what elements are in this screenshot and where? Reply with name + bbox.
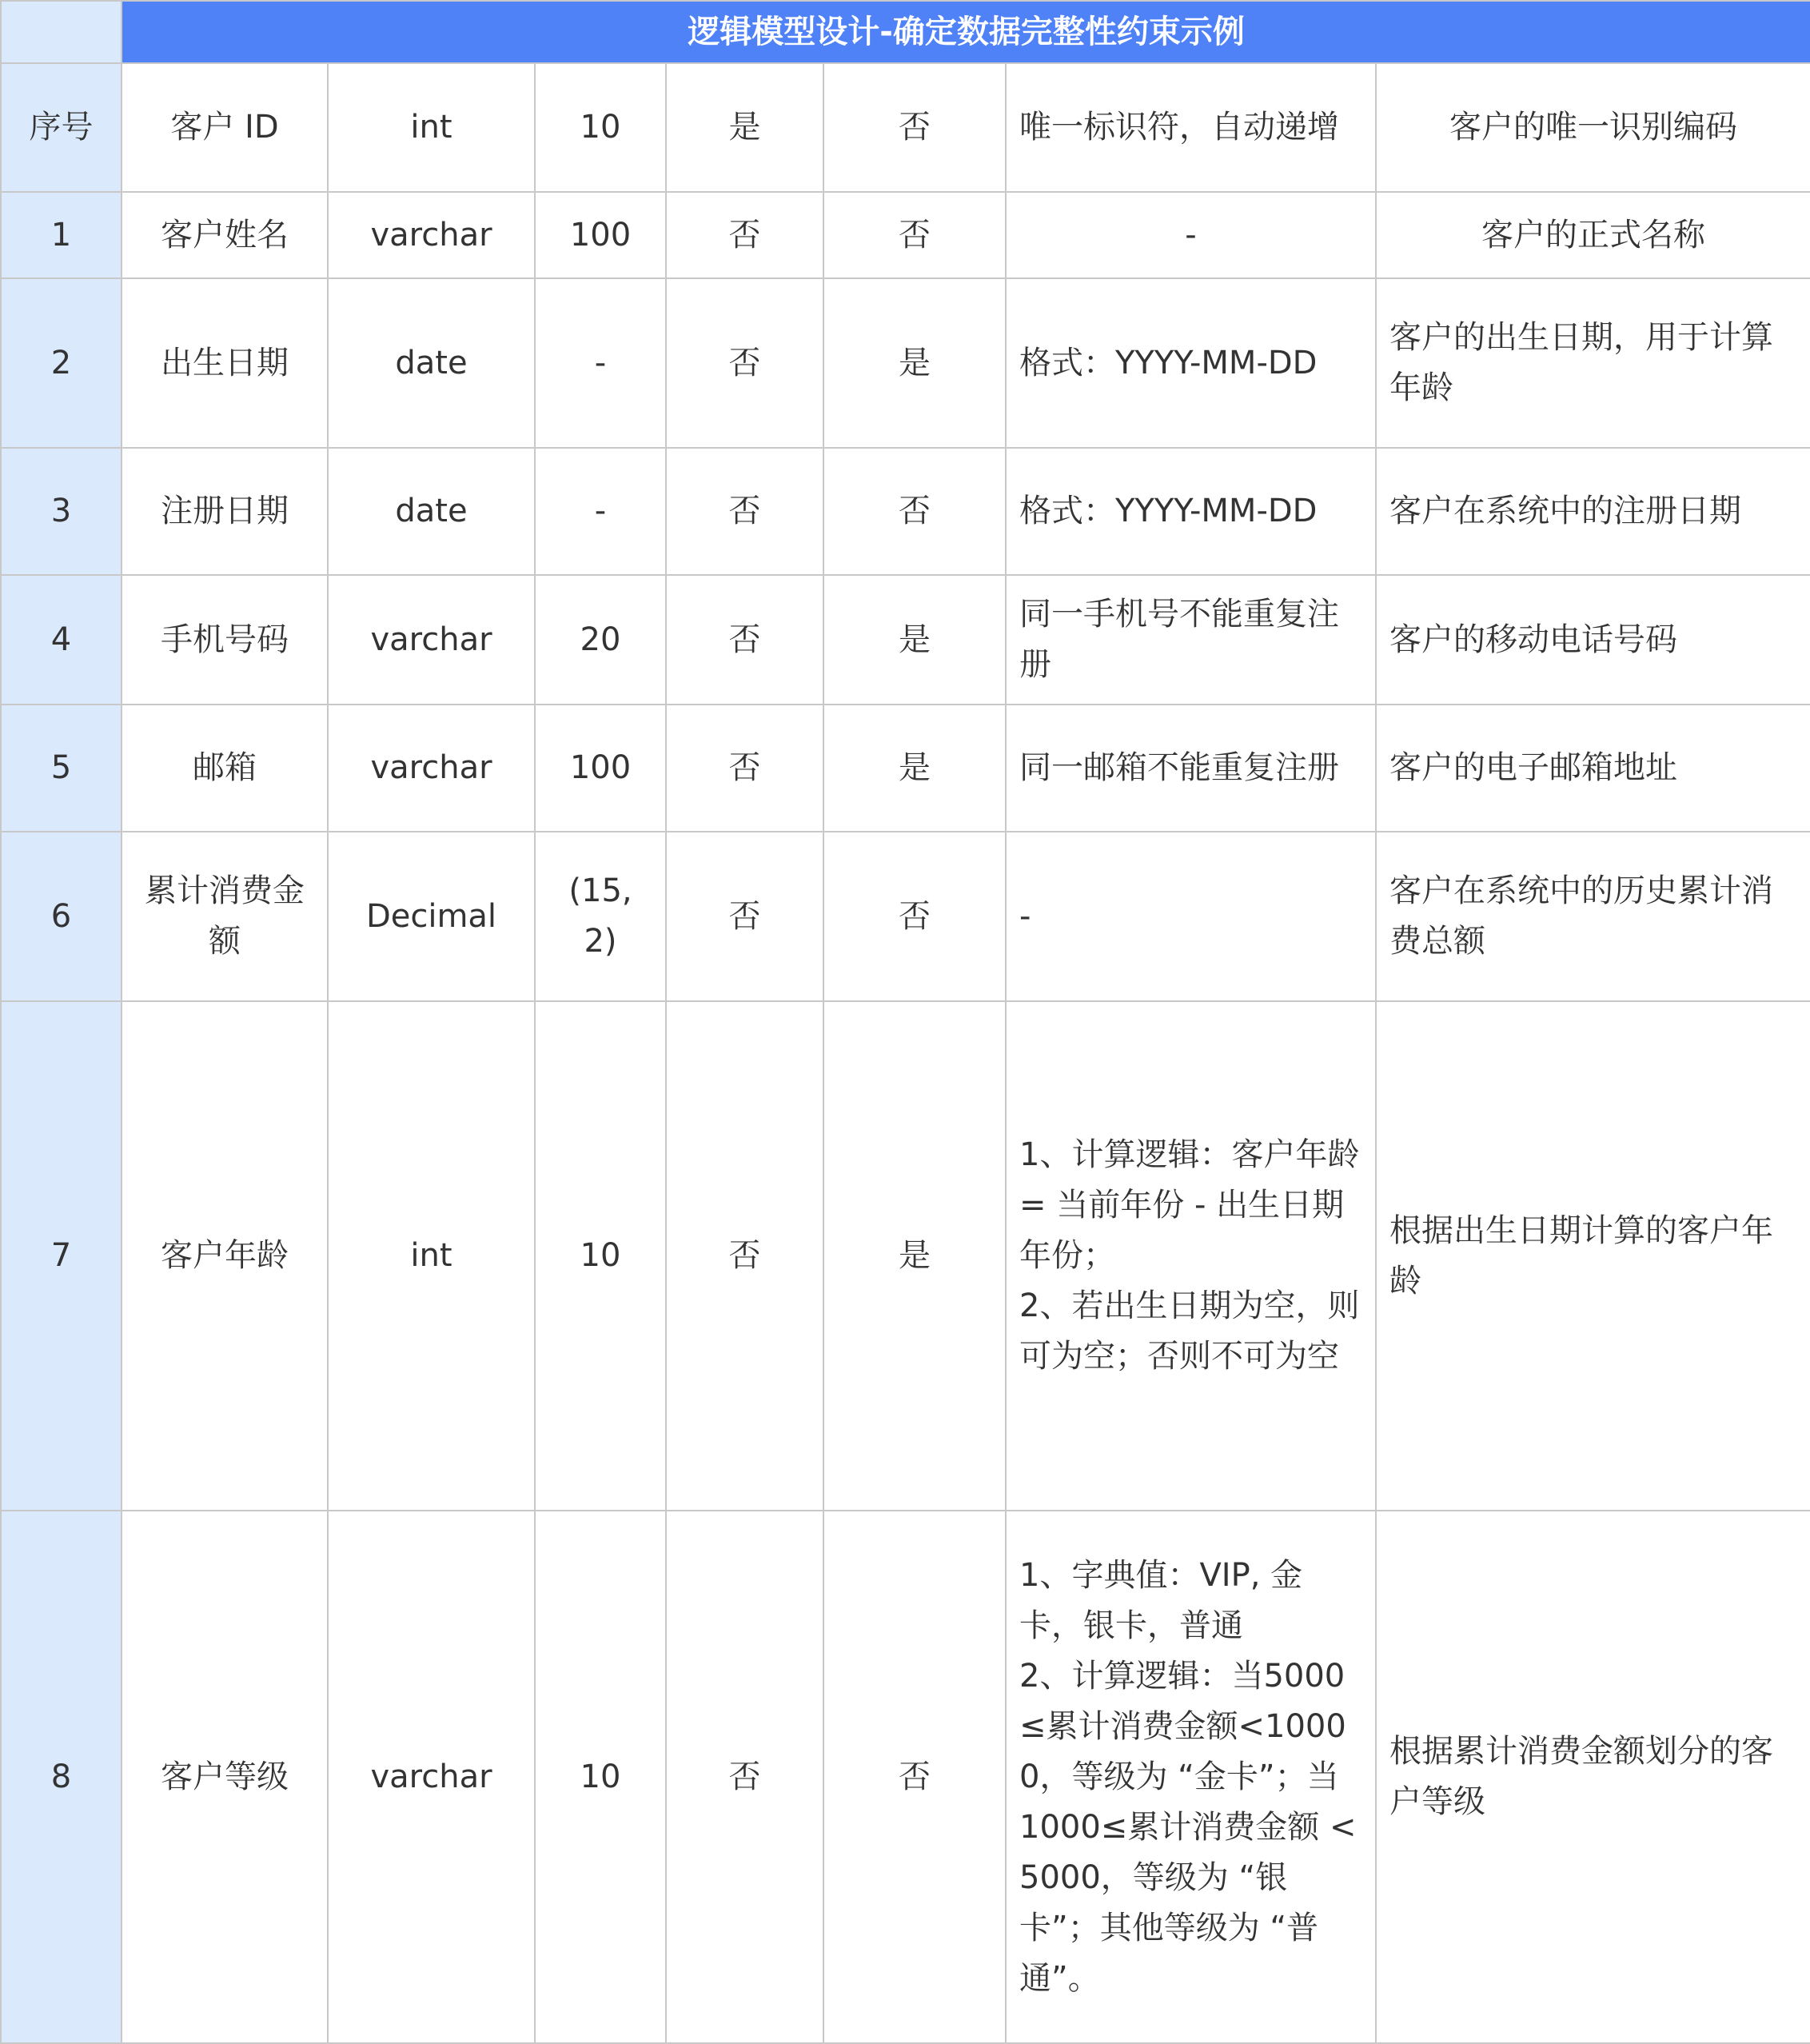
table-row — [1, 63, 1810, 192]
cell-constraint: - — [1006, 192, 1376, 278]
table-row — [1, 448, 1810, 575]
cell-description: 客户的正式名称 — [1376, 192, 1810, 278]
cell-description: 客户在系统中的注册日期 — [1376, 448, 1810, 575]
table-title: 逻辑模型设计-确定数据完整性约束示例 — [122, 1, 1810, 63]
cell-not-null: 否 — [823, 192, 1006, 278]
cell-index: 4 — [1, 575, 122, 705]
cell-index: 序号 — [1, 63, 122, 192]
cell-primary-key: 否 — [666, 705, 823, 832]
cell-not-null: 否 — [823, 832, 1006, 1001]
cell-field-name: 邮箱 — [122, 705, 328, 832]
cell-index: 8 — [1, 1511, 122, 2043]
cell-not-null: 否 — [823, 448, 1006, 575]
cell-primary-key: 否 — [666, 1001, 823, 1511]
cell-index: 5 — [1, 705, 122, 832]
cell-constraint: 格式：YYYY-MM-DD — [1006, 278, 1376, 448]
cell-primary-key: 否 — [666, 575, 823, 705]
cell-not-null: 是 — [823, 705, 1006, 832]
cell-primary-key: 是 — [666, 63, 823, 192]
cell-constraint: - — [1006, 832, 1376, 1001]
cell-length: - — [535, 448, 666, 575]
cell-not-null: 是 — [823, 1001, 1006, 1511]
cell-field-name: 手机号码 — [122, 575, 328, 705]
cell-data-type: int — [328, 1001, 535, 1511]
cell-constraint: 同一手机号不能重复注册 — [1006, 575, 1376, 705]
cell-field-name: 注册日期 — [122, 448, 328, 575]
cell-description: 客户的移动电话号码 — [1376, 575, 1810, 705]
cell-data-type: date — [328, 278, 535, 448]
cell-data-type: varchar — [328, 1511, 535, 2043]
cell-index: 1 — [1, 192, 122, 278]
cell-index: 6 — [1, 832, 122, 1001]
cell-data-type: varchar — [328, 192, 535, 278]
cell-constraint: 1、计算逻辑：客户年龄 = 当前年份 - 出生日期年份； 2、若出生日期为空，则可为空；否则不可为空 — [1006, 1001, 1376, 1511]
cell-description: 根据出生日期计算的客户年龄 — [1376, 1001, 1810, 1511]
table-row — [1, 192, 1810, 278]
cell-description: 客户的电子邮箱地址 — [1376, 705, 1810, 832]
cell-field-name: 客户 ID — [122, 63, 328, 192]
cell-primary-key: 否 — [666, 448, 823, 575]
table-row — [1, 832, 1810, 1001]
cell-length: - — [535, 278, 666, 448]
cell-field-name: 客户等级 — [122, 1511, 328, 2043]
table-row — [1, 705, 1810, 832]
title-index-cell — [1, 1, 122, 63]
cell-field-name: 出生日期 — [122, 278, 328, 448]
cell-length: (15, 2) — [535, 832, 666, 1001]
cell-data-type: varchar — [328, 575, 535, 705]
cell-constraint: 格式：YYYY-MM-DD — [1006, 448, 1376, 575]
cell-constraint: 同一邮箱不能重复注册 — [1006, 705, 1376, 832]
cell-index: 7 — [1, 1001, 122, 1511]
table-row — [1, 575, 1810, 705]
cell-primary-key: 否 — [666, 1511, 823, 2043]
table-row — [1, 1001, 1810, 1511]
cell-data-type: date — [328, 448, 535, 575]
cell-index: 3 — [1, 448, 122, 575]
cell-constraint: 1、字典值：VIP, 金卡，银卡，普通 2、计算逻辑：当5000≤累计消费金额<10000，等级为 “金卡”；当 1000≤累计消费金额 <5000，等级为 “银卡”；其他等级为 “普通”。 — [1006, 1511, 1376, 2043]
cell-constraint: 唯一标识符，自动递增 — [1006, 63, 1376, 192]
cell-description: 客户的出生日期，用于计算年龄 — [1376, 278, 1810, 448]
cell-not-null: 否 — [823, 63, 1006, 192]
cell-primary-key: 否 — [666, 278, 823, 448]
cell-primary-key: 否 — [666, 832, 823, 1001]
cell-field-name: 累计消费金额 — [122, 832, 328, 1001]
table-row — [1, 278, 1810, 448]
cell-description: 客户在系统中的历史累计消费总额 — [1376, 832, 1810, 1001]
cell-length: 100 — [535, 705, 666, 832]
cell-index: 2 — [1, 278, 122, 448]
table-row — [1, 1511, 1810, 2043]
cell-length: 10 — [535, 1001, 666, 1511]
cell-field-name: 客户姓名 — [122, 192, 328, 278]
cell-description: 根据累计消费金额划分的客户等级 — [1376, 1511, 1810, 2043]
cell-not-null: 否 — [823, 1511, 1006, 2043]
cell-not-null: 是 — [823, 278, 1006, 448]
cell-length: 10 — [535, 63, 666, 192]
cell-primary-key: 否 — [666, 192, 823, 278]
cell-field-name: 客户年龄 — [122, 1001, 328, 1511]
cell-length: 100 — [535, 192, 666, 278]
cell-data-type: Decimal — [328, 832, 535, 1001]
cell-length: 10 — [535, 1511, 666, 2043]
title-row — [1, 1, 1810, 63]
cell-data-type: varchar — [328, 705, 535, 832]
cell-description: 客户的唯一识别编码 — [1376, 63, 1810, 192]
cell-length: 20 — [535, 575, 666, 705]
cell-not-null: 是 — [823, 575, 1006, 705]
cell-data-type: int — [328, 63, 535, 192]
